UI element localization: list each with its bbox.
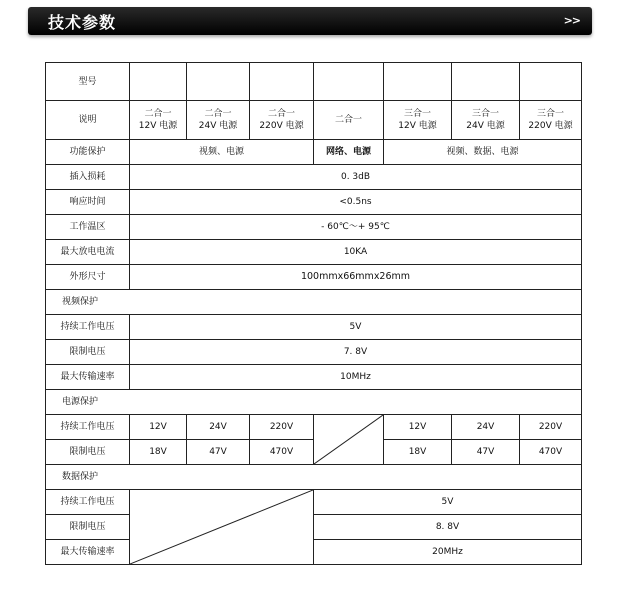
value-cell: 8. 8V — [314, 515, 582, 540]
desc-line: 220V 电源 — [528, 121, 573, 131]
value-cell: 10MHz — [130, 365, 582, 390]
value-cell: 470V — [250, 440, 314, 465]
value-cell: 网络、电源 — [314, 140, 384, 165]
model-cell — [250, 63, 314, 101]
value-cell: 18V — [384, 440, 452, 465]
section-heading: 数据保护 — [46, 465, 582, 490]
desc-line: 12V 电源 — [138, 121, 178, 131]
section-header — [28, 7, 592, 35]
desc-cell — [130, 101, 187, 140]
diagonal-slash — [314, 415, 383, 464]
value-cell: 24V — [187, 415, 250, 440]
row-label: 响应时间 — [46, 190, 130, 215]
table-row — [46, 165, 582, 190]
value-cell: 12V — [130, 415, 187, 440]
row-label: 持续工作电压 — [46, 490, 130, 515]
table-row — [46, 101, 582, 140]
value-cell: 47V — [187, 440, 250, 465]
table-row — [46, 340, 582, 365]
model-cell — [384, 63, 452, 101]
table-row — [46, 215, 582, 240]
desc-line: 二合一 — [204, 109, 232, 119]
row-label: 持续工作电压 — [46, 315, 130, 340]
model-cell — [130, 63, 187, 101]
row-label: 功能保护 — [46, 140, 130, 165]
value-cell: 220V — [520, 415, 582, 440]
value-cell: 18V — [130, 440, 187, 465]
value-cell: 24V — [452, 415, 520, 440]
desc-cell — [187, 101, 250, 140]
value-cell: 视频、数据、电源 — [384, 140, 582, 165]
table-row — [46, 540, 582, 565]
diagonal-slash — [130, 490, 313, 564]
value-cell: 220V — [250, 415, 314, 440]
row-label: 最大传输速率 — [46, 540, 130, 565]
spec-table — [45, 62, 582, 565]
table-row — [46, 265, 582, 290]
row-label: 限制电压 — [46, 340, 130, 365]
table-row — [46, 315, 582, 340]
row-label: 插入损耗 — [46, 165, 130, 190]
value-cell: 100mmx66mmx26mm — [130, 265, 582, 290]
table-row — [46, 365, 582, 390]
desc-line: 二合一 — [334, 115, 362, 125]
table-row — [46, 465, 582, 490]
table-row — [46, 490, 582, 515]
desc-cell — [314, 101, 384, 140]
value-cell: 47V — [452, 440, 520, 465]
desc-line: 二合一 — [267, 109, 295, 119]
double-chevron-right-icon[interactable]: >> — [563, 14, 580, 27]
section-heading: 视频保护 — [46, 290, 582, 315]
table-row — [46, 415, 582, 440]
desc-cell — [452, 101, 520, 140]
desc-line: 12V 电源 — [398, 121, 437, 131]
value-cell: 5V — [314, 490, 582, 515]
value-cell: 470V — [520, 440, 582, 465]
value-cell: 7. 8V — [130, 340, 582, 365]
row-label: 最大传输速率 — [46, 365, 130, 390]
desc-line: 二合一 — [144, 109, 172, 119]
row-label: 限制电压 — [46, 515, 130, 540]
value-cell: 5V — [130, 315, 582, 340]
value-cell: - 60℃～+ 95℃ — [130, 215, 582, 240]
table-row — [46, 290, 582, 315]
value-cell: 视频、电源 — [130, 140, 314, 165]
table-row — [46, 390, 582, 415]
desc-line: 三合一 — [536, 109, 564, 119]
table-row — [46, 63, 582, 101]
model-cell — [187, 63, 250, 101]
desc-cell — [250, 101, 314, 140]
row-label: 限制电压 — [46, 440, 130, 465]
desc-label: 说明 — [46, 101, 130, 140]
model-label: 型号 — [46, 63, 130, 101]
value-cell: 10KA — [130, 240, 582, 265]
value-cell: 20MHz — [314, 540, 582, 565]
row-label: 外形尺寸 — [46, 265, 130, 290]
row-label: 最大放电电流 — [46, 240, 130, 265]
model-cell — [520, 63, 582, 101]
row-label: 持续工作电压 — [46, 415, 130, 440]
value-cell: 12V — [384, 415, 452, 440]
table-row — [46, 190, 582, 215]
desc-line: 24V 电源 — [466, 121, 505, 131]
section-title: 技术参数 — [48, 13, 117, 32]
table-row — [46, 140, 582, 165]
desc-cell — [520, 101, 582, 140]
value-cell: <0.5ns — [130, 190, 582, 215]
value-cell: 0. 3dB — [130, 165, 582, 190]
desc-cell — [384, 101, 452, 140]
table-row — [46, 515, 582, 540]
desc-line: 24V 电源 — [198, 121, 238, 131]
model-cell — [452, 63, 520, 101]
desc-line: 三合一 — [403, 109, 431, 119]
section-heading: 电源保护 — [46, 390, 582, 415]
table-row — [46, 240, 582, 265]
not-applicable-cell — [130, 490, 314, 565]
not-applicable-cell — [314, 415, 384, 465]
desc-line: 220V 电源 — [259, 121, 304, 131]
desc-line: 三合一 — [471, 109, 499, 119]
row-label: 工作温区 — [46, 215, 130, 240]
model-cell — [314, 63, 384, 101]
